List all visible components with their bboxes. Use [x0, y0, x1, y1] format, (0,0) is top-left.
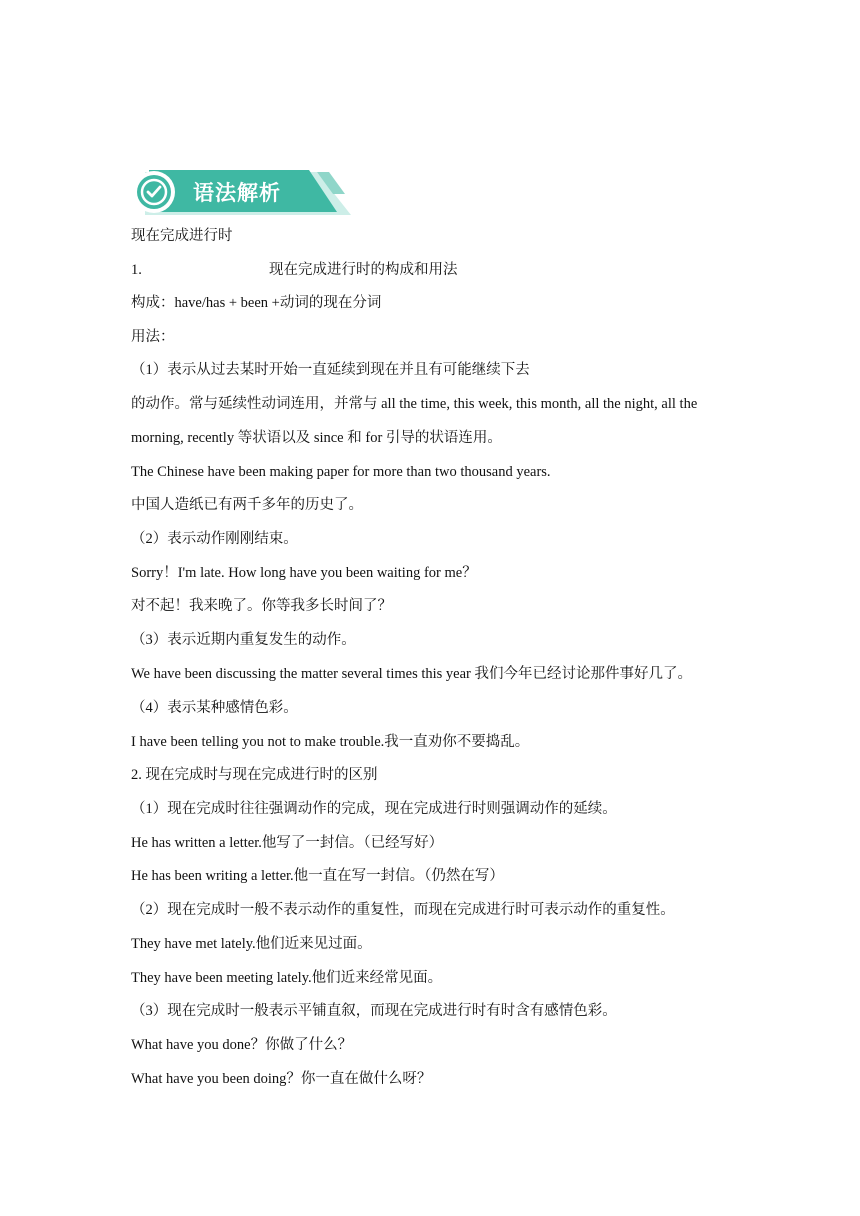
- section-banner: [131, 168, 353, 218]
- difference-2-example-a: They have met lately.他们近来见过面。: [131, 936, 372, 952]
- usage-1-line-c: morning, recently 等状语以及 since 和 for 引导的状语连用。: [131, 430, 502, 446]
- usage-4: （4）表示某种感情色彩。: [131, 700, 298, 716]
- example-1-chinese: 中国人造纸已有两千多年的历史了。: [131, 497, 363, 513]
- topic-title: 现在完成进行时: [131, 228, 233, 244]
- difference-3-example-a: What have you done？你做了什么？: [131, 1037, 353, 1053]
- difference-2: （2）现在完成时一般不表示动作的重复性，而现在完成进行时可表示动作的重复性。: [131, 902, 675, 918]
- difference-3-example-b: What have you been doing？你一直在做什么呀？: [131, 1071, 432, 1087]
- difference-3: （3）现在完成时一般表示平铺直叙，而现在完成进行时有时含有感情色彩。: [131, 1003, 617, 1019]
- usage-2: （2）表示动作刚刚结束。: [131, 531, 298, 547]
- usage-3: （3）表示近期内重复发生的动作。: [131, 632, 356, 648]
- heading-2: 2. 现在完成时与现在完成进行时的区别: [131, 767, 378, 783]
- example-3: We have been discussing the matter several times this year 我们今年已经讨论那件事好几了。: [131, 666, 692, 682]
- example-4: I have been telling you not to make trouble.我一直劝你不要捣乱。: [131, 734, 530, 750]
- difference-1: （1）现在完成时往往强调动作的完成，现在完成进行时则强调动作的延续。: [131, 801, 617, 817]
- difference-2-example-b: They have been meeting lately.他们近来经常见面。: [131, 970, 443, 986]
- usage-label: 用法：: [131, 329, 175, 345]
- difference-1-example-a: He has written a letter.他写了一封信。（已经写好）: [131, 835, 444, 851]
- heading-1-text: 现在完成进行时的构成和用法: [269, 262, 458, 278]
- heading-1-number: 1.: [131, 262, 142, 278]
- example-2-chinese: 对不起！我来晚了。你等我多长时间了？: [131, 598, 392, 614]
- composition-line: 构成：have/has + been +动词的现在分词: [131, 295, 382, 311]
- usage-1-line-b: 的动作。常与延续性动词连用，并常与 all the time, this week, this month, all the night, all the: [131, 396, 698, 412]
- example-2-english: Sorry！I'm late. How long have you been waiting for me？: [131, 565, 477, 581]
- heading-1: [131, 260, 458, 280]
- usage-1-line-a: （1）表示从过去某时开始一直延续到现在并且有可能继续下去: [131, 362, 530, 378]
- difference-1-example-b: He has been writing a letter.他一直在写一封信。（仍然在写）: [131, 868, 504, 884]
- example-1-english: The Chinese have been making paper for more than two thousand years.: [131, 464, 551, 480]
- section-title: 语法解析: [193, 181, 281, 205]
